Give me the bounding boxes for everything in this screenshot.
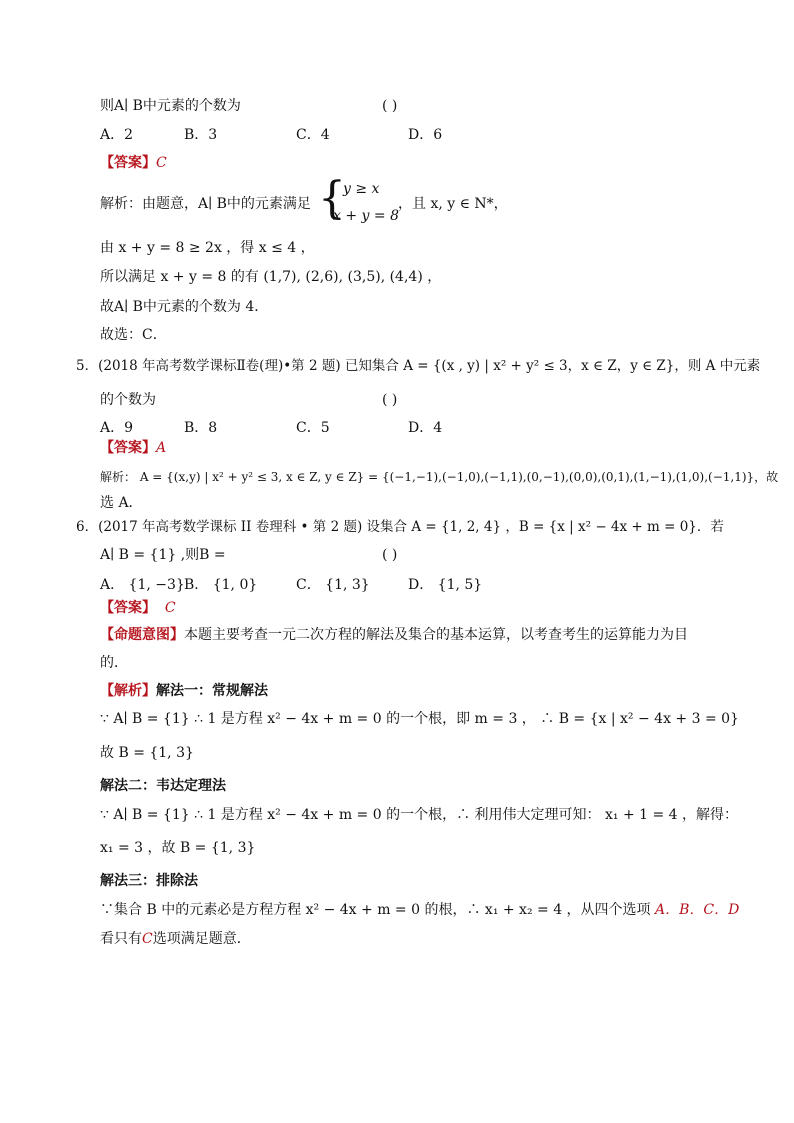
- q6-method2-title: 解法二：韦达定理法: [100, 778, 226, 794]
- q4-option-a: A．2: [100, 127, 134, 143]
- q5-answer-paren: ( ): [382, 392, 398, 408]
- m3-options: A．B．C．D: [655, 902, 740, 918]
- q6-answer-paren: ( ): [382, 547, 398, 563]
- q4-system-bottom: x + y = 8: [333, 208, 399, 224]
- q6-option-d: D． {1, 5}: [408, 577, 483, 593]
- q4-answer-value: C: [156, 155, 167, 171]
- m3-text-2a: 看只有: [100, 931, 142, 947]
- answer-label: 【答案】: [100, 600, 156, 616]
- q5-analysis-2: 选 A．: [100, 495, 143, 511]
- q5-stem-2: 的个数为: [100, 392, 156, 408]
- intent-text: 本题主要考查一元二次方程的解法及集合的基本运算，以考查考生的运算能力为目: [184, 627, 688, 643]
- q4-analysis-2: 由 x + y = 8 ≥ 2x ，得 x ≤ 4 ，: [100, 240, 315, 256]
- q4-answer: [100, 153, 167, 173]
- q6-stem-2: A∣ B = {1} ,则B =: [100, 547, 226, 563]
- q4-answer-paren: ( ): [382, 98, 398, 114]
- q6-intent-2: 的．: [100, 655, 128, 671]
- q5-option-b: B．8: [184, 420, 218, 436]
- q4-analysis-1a: 解析：由题意，A∣ B中的元素满足: [100, 196, 311, 212]
- answer-label: 【答案】: [100, 440, 156, 456]
- m3-text: ∵集合 B 中的元素必是方程方程 x² − 4x + m = 0 的根，∴ x₁ + x₂ = 4 ，从四个选项: [100, 902, 651, 918]
- q6-m3-line1: [100, 900, 739, 920]
- q6-answer-value: C: [164, 600, 176, 616]
- q4-analysis-5: 故选：C．: [100, 327, 167, 343]
- q6-m2-line2: x₁ = 3 ，故 B = {1, 3}: [100, 840, 256, 856]
- m3-text-2c: 选项满足题意．: [152, 931, 251, 947]
- q6-m1-line2: 故 B = {1, 3}: [100, 745, 194, 761]
- answer-label: 【答案】: [100, 155, 156, 171]
- q5-answer: [100, 438, 166, 458]
- q4-option-b: B．3: [184, 127, 218, 143]
- q5-option-d: D．4: [408, 420, 443, 436]
- q6-intent-1: [100, 625, 688, 645]
- q5-option-a: A．9: [100, 420, 134, 436]
- q4-analysis-3: 所以满足 x + y = 8 的有 (1,7), (2,6), (3,5), (4,4) ，: [100, 269, 442, 285]
- q4-option-c: C．4: [296, 127, 330, 143]
- q6-stem-1: 6．(2017 年高考数学课标 II 卷理科 • 第 2 题) 设集合 A = {1, 2, 4} ，B = {x | x² − 4x + m = 0}．若: [76, 519, 724, 535]
- q4-analysis-4: 故A∣ B中元素的个数为 4．: [100, 299, 269, 315]
- q5-analysis-1: 解析： A = {(x,y) | x² + y² ≤ 3, x ∈ Z, y ∈ Z} = {(−1,−1),(−1,0),(−1,1),(0,−1),(0,0),(0,1),(1,−1),(1,0),(−1,1)}，故: [100, 470, 779, 484]
- analysis-label: 【解析】: [100, 683, 156, 699]
- q5-answer-value: A: [156, 440, 167, 456]
- q4-analysis-1b: ，且 x, y ∈ N*，: [398, 196, 508, 212]
- system-brace: {: [318, 173, 346, 224]
- q6-method-heading: [100, 681, 268, 701]
- q4-option-d: D．6: [408, 127, 443, 143]
- q4-system-top: y ≥ x: [343, 181, 380, 197]
- q5-stem-1: 5．(2018 年高考数学课标Ⅱ卷(理)•第 2 题) 已知集合 A = {(x , y) | x² + y² ≤ 3，x ∈ Z，y ∈ Z}，则 A 中元素: [76, 358, 761, 374]
- method1-title: 解法一：常规解法: [156, 683, 268, 699]
- q6-m2-line1: ∵ A∣ B = {1} ∴ 1 是方程 x² − 4x + m = 0 的一个根，∴ 利用伟大定理可知： x₁ + 1 = 4 ，解得：: [100, 807, 739, 823]
- q6-answer: [100, 598, 176, 618]
- q6-option-b: B． {1, 0}: [184, 577, 258, 593]
- intent-label: 【命题意图】: [100, 627, 184, 643]
- q6-option-a: A． {1, −3}: [100, 577, 185, 593]
- q6-m3-line2: [100, 929, 251, 949]
- q4-stem-tail: 则A∣ B中元素的个数为: [100, 98, 241, 114]
- m3-choice: C: [142, 931, 153, 947]
- q5-option-c: C．5: [296, 420, 330, 436]
- q6-option-c: C． {1, 3}: [296, 577, 370, 593]
- q6-m1-line1: ∵ A∣ B = {1} ∴ 1 是方程 x² − 4x + m = 0 的一个根，即 m = 3 ， ∴ B = {x | x² − 4x + 3 = 0}: [100, 711, 739, 727]
- q6-method3-title: 解法三：排除法: [100, 873, 198, 889]
